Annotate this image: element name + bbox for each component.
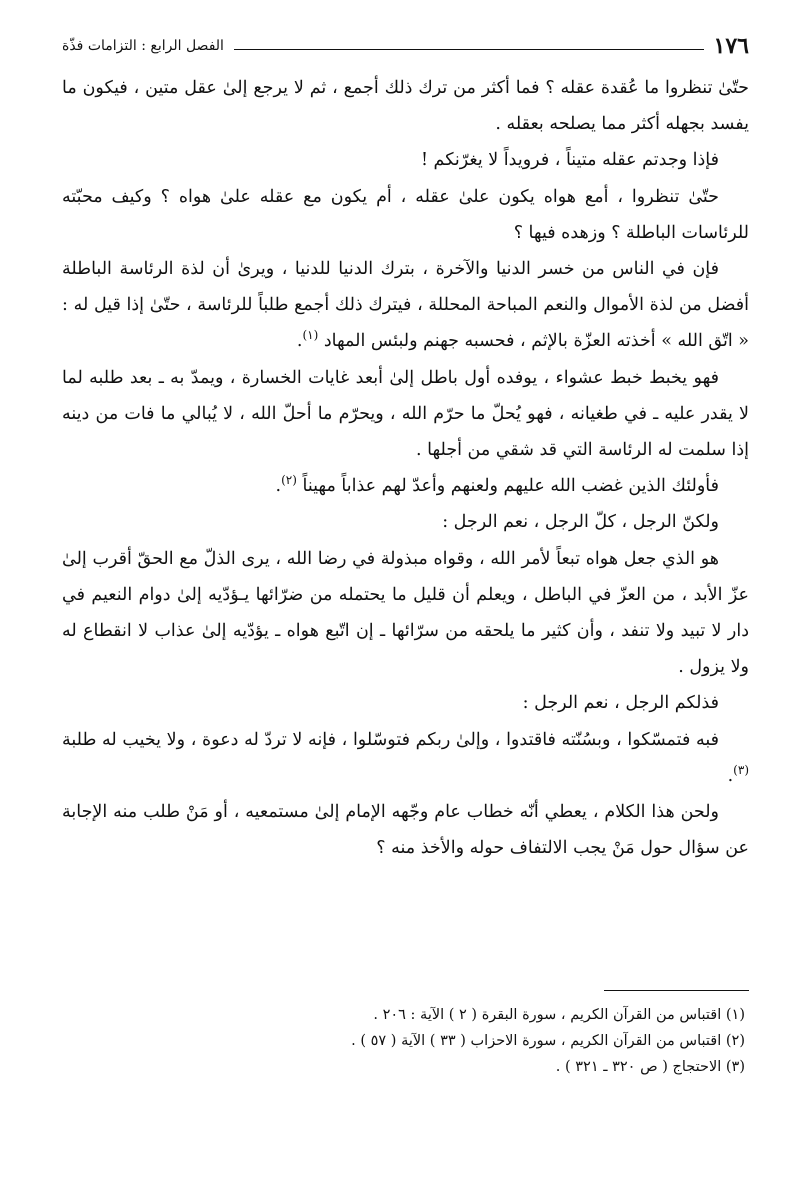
paragraph: هو الذي جعل هواه تبعاً لأمر الله ، وقواه مبذولة في رضا الله ، يرى الذلّ مع الحقّ أقرب إلىٰ عزّ الأبد ، من العزّ في الباطل ، ويعلم أن قليل ما يحتمله من ضرّائها يـؤدّيه إلىٰ دوام النعيم في دار لا تبيد ولا تنفد ، وأن كثير ما يلحقه من سرّائها ـ إن اتّبع هواه ـ يؤدّيه إلىٰ عذاب لا انقطاع له ولا يزول .	[62, 548, 749, 678]
header-rule	[234, 49, 704, 50]
footnote-separator	[604, 990, 749, 991]
footnotes	[62, 1002, 745, 1080]
footnote: (٢) اقتباس من القرآن الكريم ، سورة الاحزاب ( ٣٣ ) الآية ( ٥٧ ) .	[351, 1033, 745, 1049]
paragraph: فأولئك الذين غضب الله عليهم ولعنهم وأعدّ لهم عذاباً مهيناً $^{(٢)}$.	[275, 473, 719, 497]
footnote-marker: (٣)	[733, 763, 749, 778]
page-number: ١٧٦	[713, 33, 749, 59]
paragraph: ولحن هذا الكلام ، يعطي أنّه خطاب عام وجّهه الإمام إلىٰ مستمعيه ، أو مَنْ طلب منه الإجابة عن سؤال حول مَنْ يجب الالتفاف حوله والأخذ منه ؟	[62, 802, 749, 859]
footnote: (١) اقتباس من القرآن الكريم ، سورة البقرة ( ٢ ) الآية : ٢٠٦ .	[373, 1007, 745, 1023]
paragraph: فإن في الناس من خسر الدنيا والآخرة ، بترك الدنيا للدنيا ، ويرىٰ أن لذة الرئاسة الباطلة أفضل من لذة الأموال والنعم المباحة المحللة ، فيترك ذلك أجمع طلباً للرئاسة ، حتّىٰ إذا قيل له : « اتّق الله » أخذته العزّة بالإثم ، فحسبه جهنم ولبئس المهاد $^{(١)}$.	[62, 259, 749, 352]
footnote-marker: (١)	[302, 328, 319, 343]
paragraph: فإذا وجدتم عقله متيناً ، فرويداً لا يغرّنكم !	[420, 150, 719, 171]
paragraph: فبه فتمسّكوا ، وبسُنّته فاقتدوا ، وإلىٰ ربكم فتوسّلوا ، فإنه لا تردّ له دعوة ، ولا يخيب له طلبة $^{(٣)}$.	[62, 729, 749, 786]
footnote: (٣) الاحتجاج ( ص ٣٢٠ ـ ٣٢١ ) .	[555, 1059, 745, 1075]
page-header	[62, 32, 749, 60]
paragraph: حتّىٰ تنظروا ، أمع هواه يكون علىٰ عقله ، أم يكون مع عقله علىٰ هواه ؟ وكيف محبّته للرئاسات الباطلة ؟ وزهده فيها ؟	[62, 186, 749, 243]
footnote-marker: (٢)	[281, 473, 297, 488]
paragraph: فهو يخبط خبط عشواء ، يوفده أول باطل إلىٰ أبعد غايات الخسارة ، ويمدّ به ـ بعد طلبه لما لا يقدر عليه ـ في طغيانه ، فهو يُحلّ ما حرّم الله ، ويحرّم ما أحلّ الله ، لا يُبالي ما فات من دينه إذا سلمت له الرئاسة التي قد شقي من أجلها .	[62, 367, 749, 461]
running-head: الفصل الرابع : التزامات فذّة	[62, 38, 224, 54]
paragraph: حتّىٰ تنظروا ما عُقدة عقله ؟ فما أكثر من ترك ذلك أجمع ، ثم لا يرجع إلىٰ عقل متين ، فيكون ما يفسد بجهله أكثر مما يصلحه بعقله .	[62, 78, 749, 135]
paragraph: ولكنّ الرجل ، كلّ الرجل ، نعم الرجل :	[442, 512, 719, 533]
body-text	[62, 70, 749, 866]
paragraph: فذلكم الرجل ، نعم الرجل :	[522, 693, 719, 714]
